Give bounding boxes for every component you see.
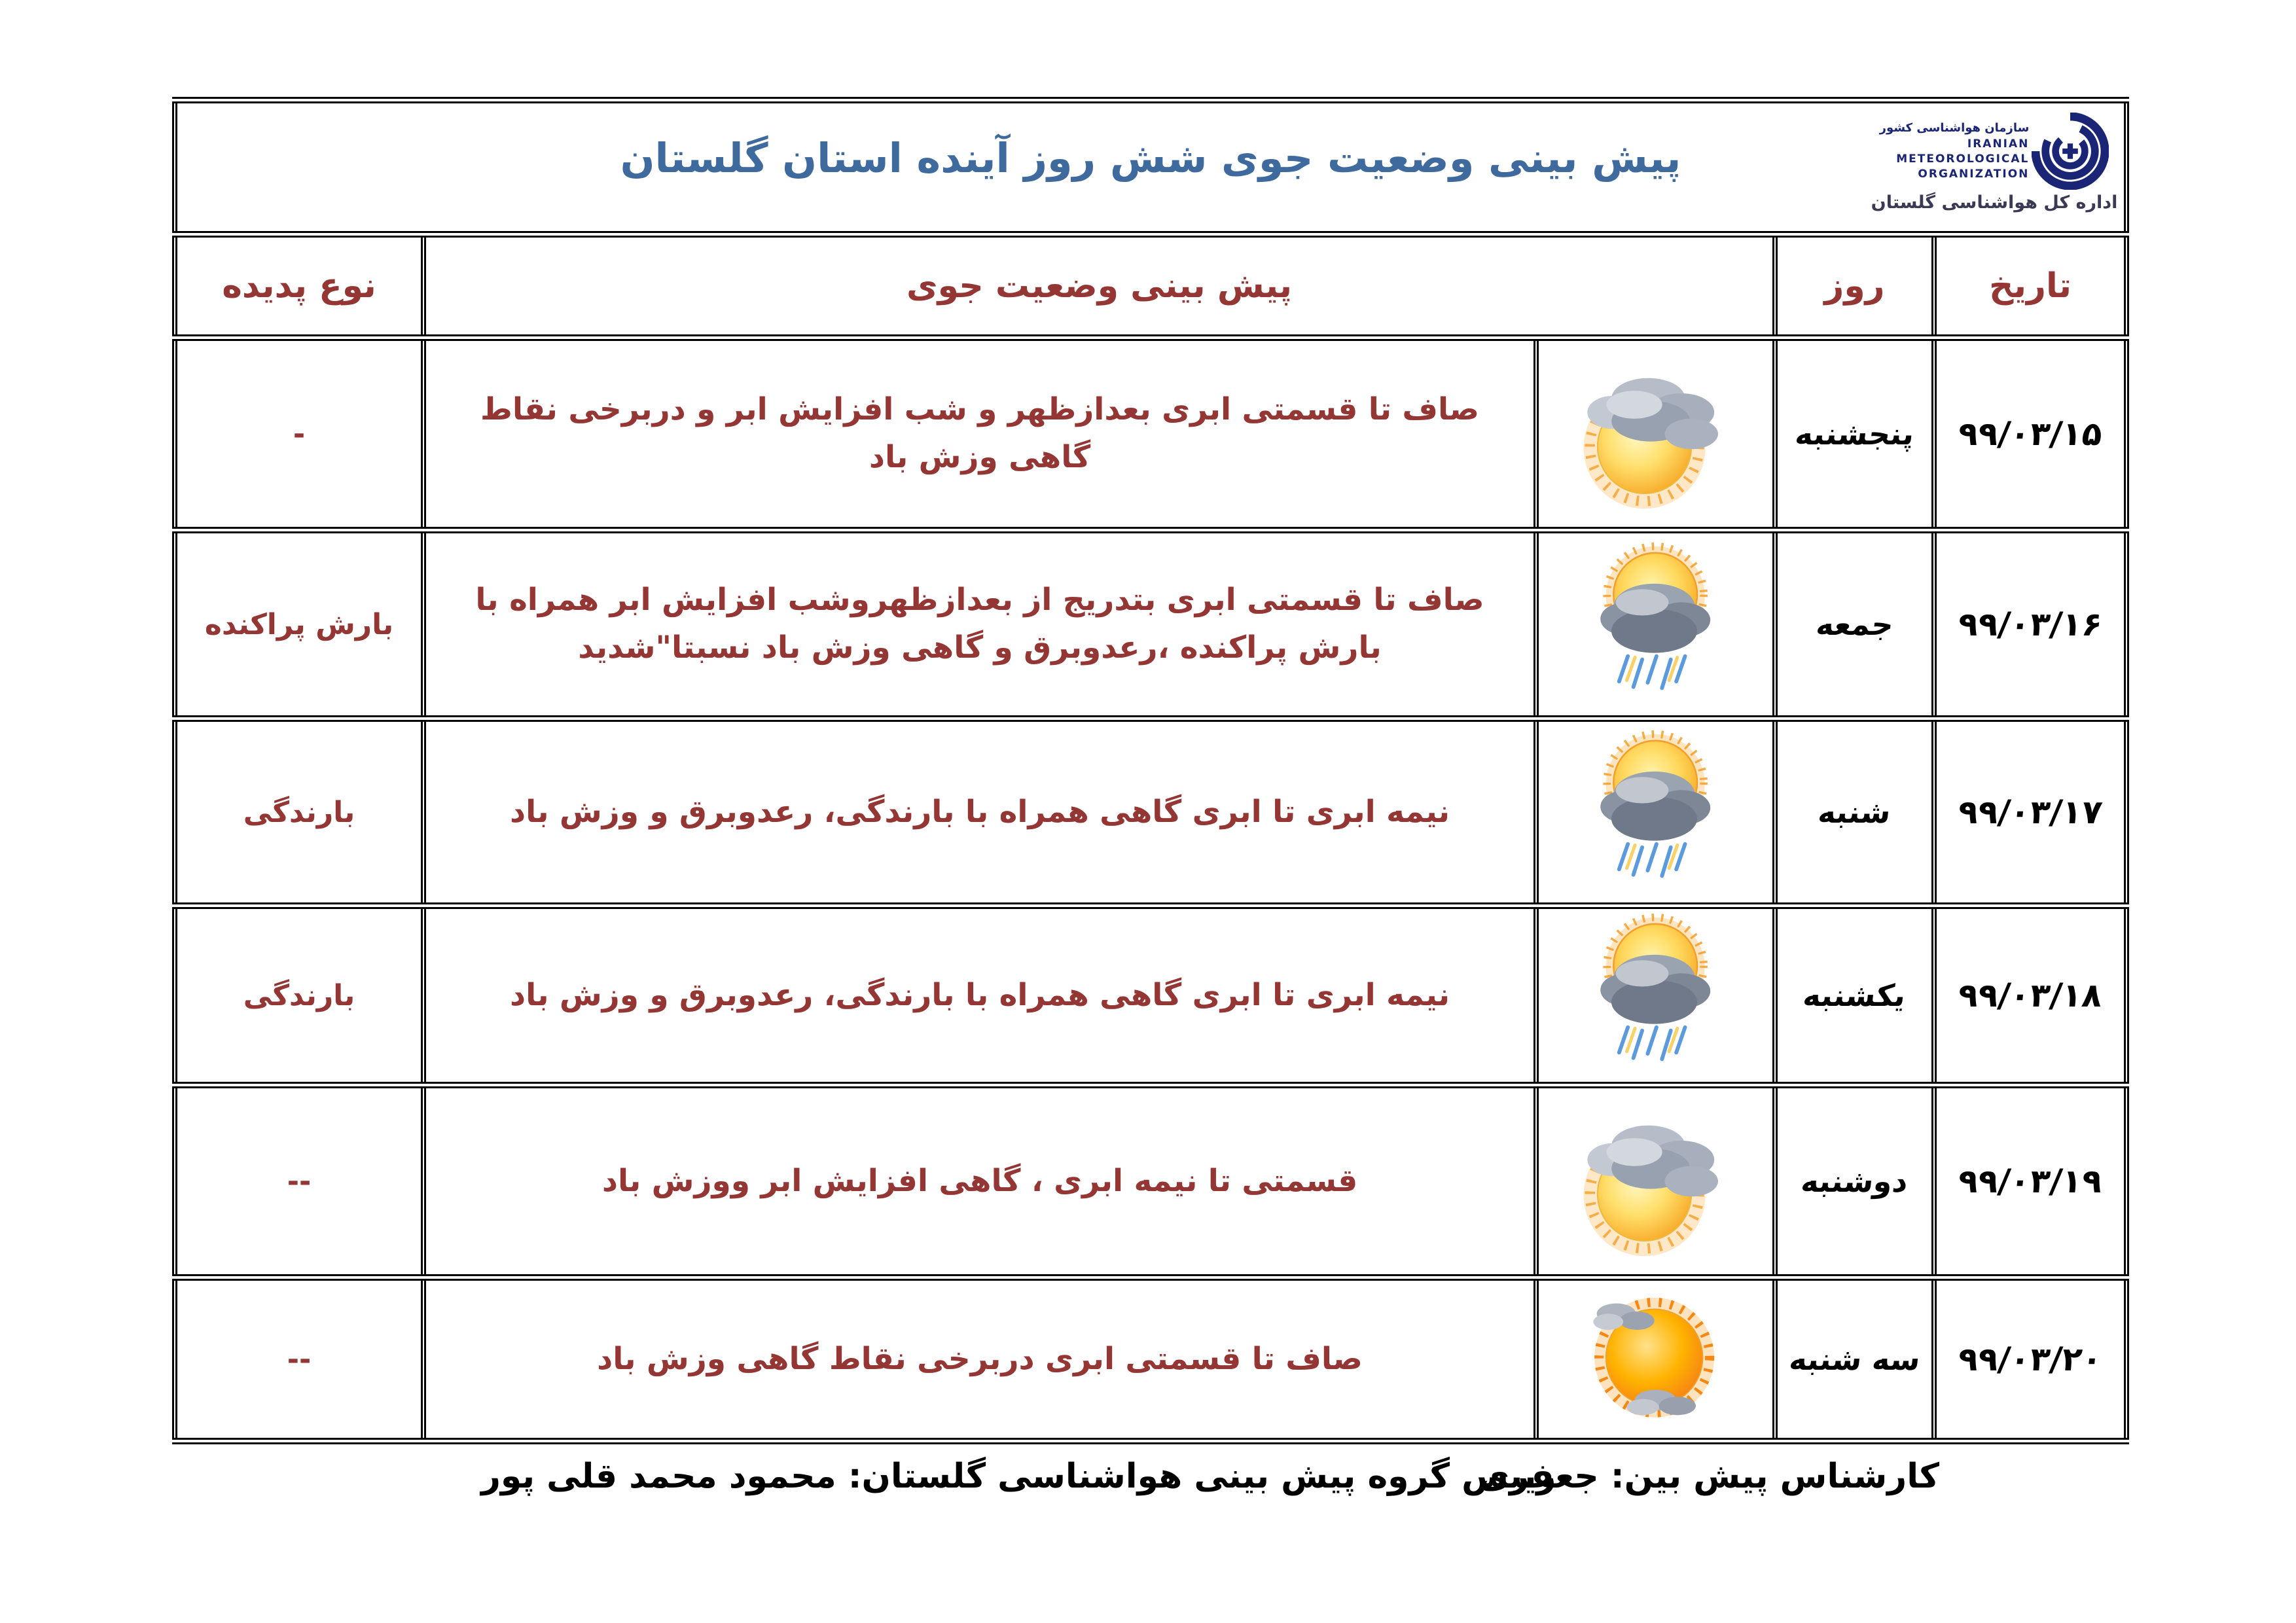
weather-icon-cell [1536, 719, 1775, 906]
phenomenon-cell: بارندگی [175, 906, 423, 1085]
date-cell: ۹۹/۰۳/۲۰ [1934, 1277, 2126, 1441]
forecast-table [172, 97, 2129, 1444]
header-forecast: پیش بینی وضعیت جوی [423, 234, 1775, 338]
day-cell: جمعه [1775, 530, 1934, 719]
weather-icon-cell [1536, 906, 1775, 1085]
forecast-cell: صاف تا قسمتی ابری بعدازظهر و شب افزایش ابر و دربرخی نقاط گاهی وزش باد [423, 338, 1536, 530]
table-row [175, 1085, 2126, 1277]
forecast-cell: صاف تا قسمتی ابری بتدریج از بعدازظهروشب افزایش ابر همراه با بارش پراکنده ،رعدوبرق و گاهی وزش باد نسبتا"شدید [423, 530, 1536, 719]
phenomenon-cell: - [175, 338, 423, 530]
met-org-logo [1871, 113, 2118, 213]
table-row [175, 1277, 2126, 1441]
table-row [175, 719, 2126, 906]
logo-office-caption: اداره کل هواشناسی گلستان [1871, 192, 2118, 213]
table-row [175, 338, 2126, 530]
day-cell: شنبه [1775, 719, 1934, 906]
table-header-row [175, 234, 2126, 338]
phenomenon-cell: -- [175, 1277, 423, 1441]
phenomenon-cell: بارش پراکنده [175, 530, 423, 719]
date-cell: ۹۹/۰۳/۱۹ [1934, 1085, 2126, 1277]
footer-head: رییس گروه پیش بینی هواشناسی گلستان: محمود محمد قلی پور [481, 1457, 1556, 1496]
day-cell: سه شنبه [1775, 1277, 1934, 1441]
header-phenomenon: نوع پدیده [175, 234, 423, 338]
title-cell [175, 100, 2126, 234]
logo-text [1880, 120, 2030, 181]
weather-icon-cell [1536, 1277, 1775, 1441]
weather-icon [1539, 1281, 1772, 1438]
table-row [175, 906, 2126, 1085]
header-day: روز [1775, 234, 1934, 338]
phenomenon-cell: -- [175, 1085, 423, 1277]
date-cell: ۹۹/۰۳/۱۷ [1934, 719, 2126, 906]
title-row [175, 100, 2126, 234]
day-cell: دوشنبه [1775, 1085, 1934, 1277]
logo-org-en-3: ORGANIZATION [1918, 167, 2030, 181]
date-cell: ۹۹/۰۳/۱۵ [1934, 338, 2126, 530]
phenomenon-cell: بارندگی [175, 719, 423, 906]
weather-icon-cell [1536, 1085, 1775, 1277]
footer-forecaster: کارشناس پیش بین: جعفری [1478, 1457, 1939, 1496]
day-cell: یکشنبه [1775, 906, 1934, 1085]
logo-org-fa: سازمان هواشناسی کشور [1879, 121, 2030, 135]
table-row [175, 530, 2126, 719]
forecast-cell: صاف تا قسمتی ابری دربرخی نقاط گاهی وزش باد [423, 1277, 1536, 1441]
date-cell: ۹۹/۰۳/۱۶ [1934, 530, 2126, 719]
forecast-cell: نیمه ابری تا ابری گاهی همراه با بارندگی، رعدوبرق و وزش باد [423, 906, 1536, 1085]
spiral-swirl-icon [2032, 113, 2109, 190]
forecast-cell: نیمه ابری تا ابری گاهی همراه با بارندگی، رعدوبرق و وزش باد [423, 719, 1536, 906]
logo-org-en-1: IRANIAN [1967, 137, 2030, 151]
weather-icon [1539, 341, 1772, 527]
weather-icon [1539, 533, 1772, 715]
weather-icon [1539, 722, 1772, 902]
logo-org-en-2: METEOROLOGICAL [1896, 152, 2030, 166]
forecast-cell: قسمتی تا نیمه ابری ، گاهی افزایش ابر ووزش باد [423, 1085, 1536, 1277]
page-title: پیش بینی وضعیت جوی شش روز آینده استان گلستان [620, 134, 1681, 182]
day-cell: پنجشنبه [1775, 338, 1934, 530]
weather-icon-cell [1536, 530, 1775, 719]
weather-icon [1539, 909, 1772, 1082]
date-cell: ۹۹/۰۳/۱۸ [1934, 906, 2126, 1085]
weather-icon-cell [1536, 338, 1775, 530]
weather-icon [1539, 1088, 1772, 1274]
header-date: تاریخ [1934, 234, 2126, 338]
